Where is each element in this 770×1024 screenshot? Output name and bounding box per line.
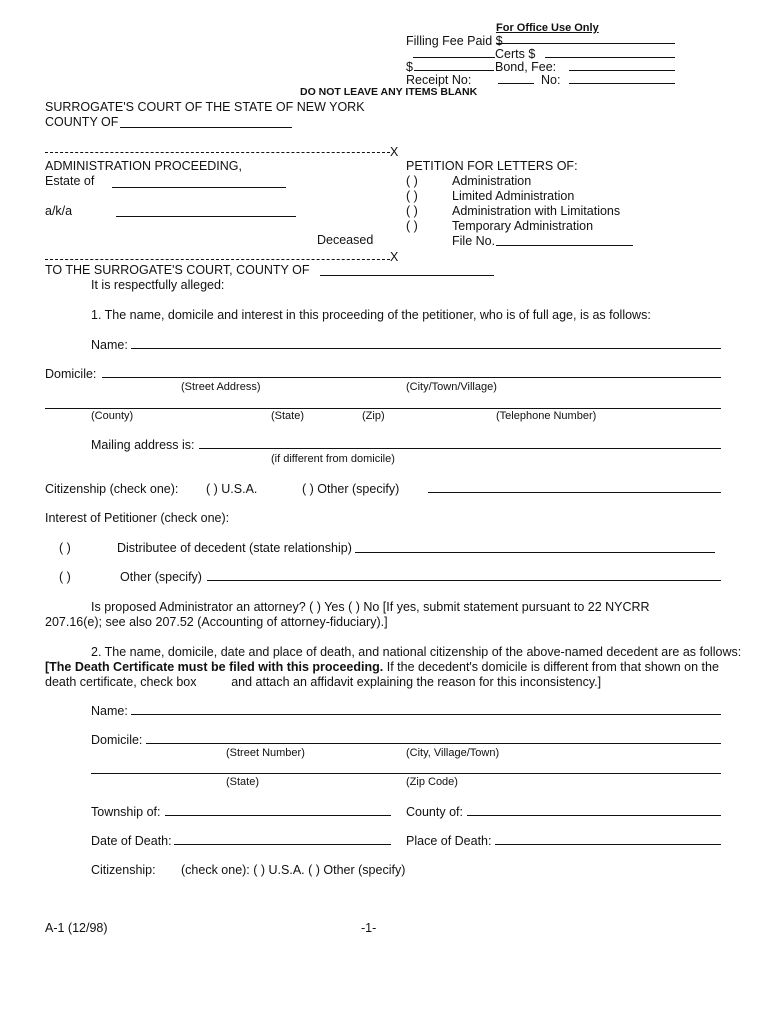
estate-of-field[interactable] (112, 187, 286, 188)
page-number: -1- (361, 921, 377, 935)
checkbox-limited-administration[interactable]: ( ) (406, 189, 418, 203)
file-no-field[interactable] (496, 245, 633, 246)
attorney-question-cont: 207.16(e); see also 207.52 (Accounting of attorney-fiduciary).] (45, 615, 388, 629)
distributee-relationship-field[interactable] (355, 552, 715, 553)
checkbox-temporary-administration[interactable]: ( ) (406, 219, 418, 233)
place-of-death-field[interactable] (495, 844, 721, 845)
decedent-county-field[interactable] (467, 815, 721, 816)
filing-fee-field[interactable] (497, 43, 675, 44)
petition-title: PETITION FOR LETTERS OF: (406, 159, 578, 173)
township-label: Township of: (91, 805, 161, 819)
estate-of-label: Estate of (45, 174, 95, 188)
decedent-zip-caption: (Zip Code) (406, 776, 458, 788)
petitioner-county-line[interactable] (45, 408, 721, 409)
if-different-caption: (if different from domicile) (271, 453, 395, 465)
deceased-label: Deceased (317, 233, 374, 247)
county-caption: (County) (91, 410, 134, 422)
caption-x-top: X (390, 145, 399, 159)
aka-label: a/k/a (45, 204, 73, 218)
warning-text: DO NOT LEAVE ANY ITEMS BLANK (300, 86, 478, 98)
decedent-domicile-field[interactable] (146, 743, 721, 744)
filing-fee-label: Filling Fee Paid $ (406, 34, 503, 48)
aka-field[interactable] (116, 216, 296, 217)
township-field[interactable] (165, 815, 391, 816)
date-of-death-label: Date of Death: (91, 834, 172, 848)
certs-field[interactable] (545, 57, 675, 58)
street-address-caption: (Street Address) (181, 381, 261, 393)
petitioner-citizenship-label: Citizenship (check one): (45, 482, 179, 496)
option-temporary-administration: Temporary Administration (452, 219, 594, 233)
certs-count-field[interactable] (413, 57, 495, 58)
no-label: No: (541, 73, 561, 87)
death-certificate-rest: If the decedent's domicile is different from that shown on the (383, 660, 719, 674)
attorney-question: Is proposed Administrator an attorney? ( ) Yes ( ) No [If yes, submit statement pursuant to 22 NYCRR (91, 600, 650, 614)
office-use-title: For Office Use Only (496, 22, 599, 34)
place-of-death-label: Place of Death: (406, 834, 492, 848)
bond-fee-field[interactable] (569, 70, 675, 71)
court-title: SURROGATE'S COURT OF THE STATE OF NEW YORK (45, 100, 365, 114)
section2-heading: 2. The name, domicile, date and place of death, and national citizenship of the above-named decedent are as follows: (91, 645, 742, 659)
decedent-domicile-label: Domicile: (91, 733, 143, 747)
petitioner-domicile-label: Domicile: (45, 367, 97, 381)
petitioner-usa-checkbox[interactable]: ( ) U.S.A. (206, 482, 258, 496)
petitioner-other-citizenship-field[interactable] (428, 492, 721, 493)
option-limited-administration: Limited Administration (452, 189, 575, 203)
city-village-town-caption: (City, Village/Town) (406, 747, 500, 759)
option-administration-limitations: Administration with Limitations (452, 204, 621, 218)
death-certificate-line3: death certificate, check box and attach an affidavit explaining the reason for this inconsistency.] (45, 675, 602, 689)
street-number-caption: (Street Number) (226, 747, 305, 759)
date-of-death-field[interactable] (174, 844, 391, 845)
telephone-caption: (Telephone Number) (496, 410, 597, 422)
checkbox-administration-limitations[interactable]: ( ) (406, 204, 418, 218)
death-certificate-note (45, 661, 719, 674)
mailing-address-label: Mailing address is: (91, 438, 195, 452)
decedent-name-field[interactable] (131, 714, 721, 715)
caption-divider-bottom (45, 259, 390, 260)
interest-other-field[interactable] (207, 580, 721, 581)
form-id: A-1 (12/98) (45, 921, 108, 935)
petitioner-name-label: Name: (91, 338, 128, 352)
zip-caption: (Zip) (362, 410, 385, 422)
bond-fee-label: Bond, Fee: (495, 60, 557, 74)
bond-amount-field[interactable] (414, 70, 494, 71)
state-caption: (State) (271, 410, 305, 422)
to-court-label: TO THE SURROGATE'S COURT, COUNTY OF (45, 263, 310, 277)
decedent-citizenship-label: Citizenship: (91, 863, 156, 877)
checkbox-administration[interactable]: ( ) (406, 174, 418, 188)
interest-other-label: Other (specify) (120, 570, 202, 584)
court-county-field[interactable] (120, 127, 292, 128)
to-court-county-field[interactable] (320, 275, 494, 276)
petitioner-domicile-field[interactable] (102, 377, 721, 378)
section1-heading: 1. The name, domicile and interest in this proceeding of the petitioner, who is of full age, is as follows: (91, 308, 651, 322)
death-certificate-bold: [The Death Certificate must be filed with this proceeding. (45, 660, 384, 674)
option-administration: Administration (452, 174, 532, 188)
interest-other-checkbox[interactable]: ( ) (59, 570, 71, 584)
dollar-label: $ (406, 60, 413, 74)
petitioner-other-checkbox[interactable]: ( ) Other (specify) (302, 482, 400, 496)
distributee-checkbox[interactable]: ( ) (59, 541, 71, 555)
decedent-state-caption: (State) (226, 776, 260, 788)
mailing-address-field[interactable] (199, 448, 721, 449)
proceeding-label: ADMINISTRATION PROCEEDING, (45, 159, 243, 173)
no-field[interactable] (569, 83, 675, 84)
file-no-label: File No. (452, 234, 496, 248)
caption-divider-top (45, 152, 390, 153)
alleged-text: It is respectfully alleged: (91, 278, 225, 292)
interest-label: Interest of Petitioner (check one): (45, 511, 230, 525)
decedent-county-label: County of: (406, 805, 463, 819)
city-town-village-caption: (City/Town/Village) (406, 381, 497, 393)
decedent-state-line[interactable] (91, 773, 721, 774)
decedent-citizenship-options[interactable]: (check one): ( ) U.S.A. ( ) Other (specify) (181, 863, 406, 877)
distributee-label: Distributee of decedent (state relationship) (117, 541, 352, 555)
certs-label: Certs $ (495, 47, 536, 61)
caption-x-bottom: X (390, 250, 399, 264)
decedent-name-label: Name: (91, 704, 128, 718)
county-of-label: COUNTY OF (45, 115, 119, 129)
receipt-no-field[interactable] (498, 83, 534, 84)
receipt-no-label: Receipt No: (406, 73, 472, 87)
petitioner-name-field[interactable] (131, 348, 721, 349)
